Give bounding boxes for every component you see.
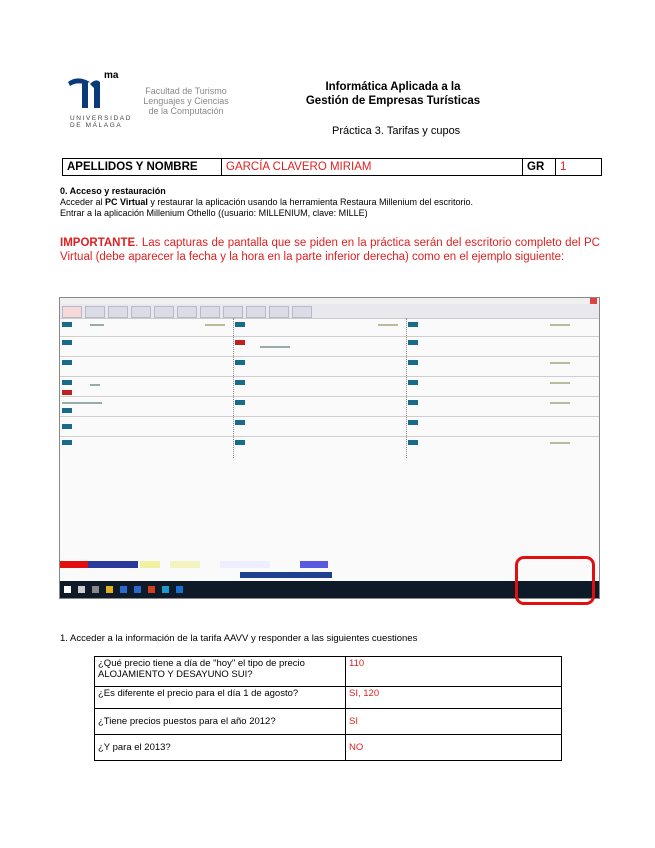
question-cell: ¿Qué precio tiene a día de "hoy" el tipo de precio ALOJAMIENTO Y DESAYUNO SUI? xyxy=(95,657,346,687)
table-row xyxy=(95,687,562,709)
room-row-divider xyxy=(60,436,599,437)
toolbar-button xyxy=(223,306,243,318)
question-cell: ¿Es diferente el precio para el día 1 de agosto? xyxy=(95,687,346,709)
edge-icon xyxy=(176,586,183,593)
room-tag xyxy=(235,400,245,405)
explorer-icon xyxy=(106,586,113,593)
toolbar-button xyxy=(177,306,197,318)
toolbar-button xyxy=(85,306,105,318)
toolbar-button xyxy=(246,306,266,318)
answer-cell[interactable]: SI xyxy=(346,709,562,735)
example-desktop-screenshot xyxy=(59,297,600,599)
room-tag xyxy=(62,322,72,327)
faculty-name xyxy=(132,86,240,116)
room-tag xyxy=(408,440,418,445)
important-lead: IMPORTANTE xyxy=(60,237,136,249)
toolbar-button xyxy=(269,306,289,318)
status-button xyxy=(220,561,270,568)
room-tag xyxy=(62,408,72,413)
room-tag xyxy=(408,400,418,405)
answer-cell[interactable]: 110 xyxy=(346,657,562,687)
university-name xyxy=(70,115,132,129)
room-tag xyxy=(408,322,418,327)
room-tag xyxy=(235,440,245,445)
room-text xyxy=(378,324,398,326)
answer-cell[interactable]: NO xyxy=(346,735,562,761)
room-tag xyxy=(62,340,72,345)
text-fragment: y restaurar la aplicación usando la herramienta Restaura Millenium del escritorio. xyxy=(147,197,474,207)
toolbar-button xyxy=(108,306,128,318)
app-icon xyxy=(120,586,127,593)
table-row xyxy=(95,735,562,761)
university-line-2: DE MÁLAGA xyxy=(70,122,123,129)
room-row-divider xyxy=(60,396,599,397)
course-title xyxy=(278,80,508,108)
room-tag xyxy=(408,380,418,385)
status-button xyxy=(300,561,328,568)
status-button xyxy=(170,561,200,568)
room-row-divider xyxy=(60,356,599,357)
table-row xyxy=(95,657,562,687)
room-text xyxy=(550,324,570,326)
group-value[interactable]: 1 xyxy=(560,161,567,173)
room-tag xyxy=(62,380,72,385)
column-separator xyxy=(233,318,235,458)
room-tag xyxy=(62,360,72,365)
important-text: . Las capturas de pantalla que se piden en la práctica serán del escritorio completo del PC Virtual (debe aparecer la fecha y la hora en la parte inferior derecha) como en el ejemplo siguiente: xyxy=(60,237,600,263)
status-button xyxy=(60,561,88,568)
status-button xyxy=(140,561,160,568)
course-title-line-2: Gestión de Empresas Turísticas xyxy=(305,95,481,107)
name-label: APELLIDOS Y NOMBRE xyxy=(63,159,222,175)
room-tag xyxy=(235,420,245,425)
room-row-divider xyxy=(60,336,599,337)
toolbar-button xyxy=(62,306,82,318)
student-name-table xyxy=(62,158,602,176)
room-tag xyxy=(408,360,418,365)
faculty-line-3: de la Computación xyxy=(148,106,224,116)
room-tag xyxy=(62,390,72,395)
app-toolbar xyxy=(60,304,599,319)
section-0-line-1 xyxy=(60,197,473,208)
toolbar-button xyxy=(131,306,151,318)
room-tag xyxy=(235,360,245,365)
room-text xyxy=(260,346,290,348)
university-line-1: UNIVERSIDAD xyxy=(70,115,133,122)
faculty-line-2: Lenguajes y Ciencias xyxy=(143,96,229,106)
room-tag xyxy=(62,440,72,445)
question-1-table xyxy=(94,656,562,761)
room-row-divider xyxy=(60,416,599,417)
room-tag xyxy=(408,340,418,345)
room-row-divider xyxy=(60,376,599,377)
faculty-line-1: Facultad de Turismo xyxy=(145,86,227,96)
pc-virtual-bold: PC Virtual xyxy=(105,197,148,207)
room-text xyxy=(550,362,570,364)
room-text xyxy=(90,324,104,326)
room-tag xyxy=(235,380,245,385)
room-tag xyxy=(235,340,245,345)
app-icon xyxy=(162,586,169,593)
room-text xyxy=(550,402,570,404)
answer-cell[interactable]: SI, 120 xyxy=(346,687,562,709)
question-cell: ¿Tiene precios puestos para el año 2012? xyxy=(95,709,346,735)
question-1-intro: 1. Acceder a la información de la tarifa AAVV y responder a las siguientes cuestiones xyxy=(60,633,418,644)
logo-ma-text: ma xyxy=(104,70,119,81)
start-icon xyxy=(64,586,71,593)
text-fragment: Acceder al xyxy=(60,197,106,207)
important-notice xyxy=(60,236,600,264)
room-tag xyxy=(408,420,418,425)
toolbar-button xyxy=(200,306,220,318)
room-text xyxy=(90,384,100,386)
room-text xyxy=(550,442,570,444)
section-0-title: 0. Acceso y restauración xyxy=(60,186,166,196)
column-separator xyxy=(406,318,408,458)
toolbar-button xyxy=(292,306,312,318)
name-value[interactable]: GARCÍA CLAVERO MIRIAM xyxy=(222,159,523,175)
practice-subtitle: Práctica 3. Tarifas y cupos xyxy=(332,125,461,137)
question-cell: ¿Y para el 2013? xyxy=(95,735,346,761)
chrome-icon xyxy=(148,586,155,593)
clock-highlight-box xyxy=(515,556,595,605)
room-text xyxy=(205,324,225,326)
room-text xyxy=(62,402,102,404)
table-row xyxy=(95,709,562,735)
course-title-line-1: Informática Aplicada a la xyxy=(325,81,461,93)
task-view-icon xyxy=(92,586,99,593)
status-button xyxy=(88,561,138,568)
room-tag xyxy=(235,322,245,327)
search-icon xyxy=(78,586,85,593)
info-bar xyxy=(240,572,332,578)
section-0-line-2: Entrar a la aplicación Millenium Othello ((usuario: MILLENIUM, clave: MILLE) xyxy=(60,208,368,218)
toolbar-button xyxy=(154,306,174,318)
group-label: GR xyxy=(523,159,556,175)
room-tag xyxy=(62,424,72,429)
room-text xyxy=(550,382,570,384)
app-icon xyxy=(134,586,141,593)
